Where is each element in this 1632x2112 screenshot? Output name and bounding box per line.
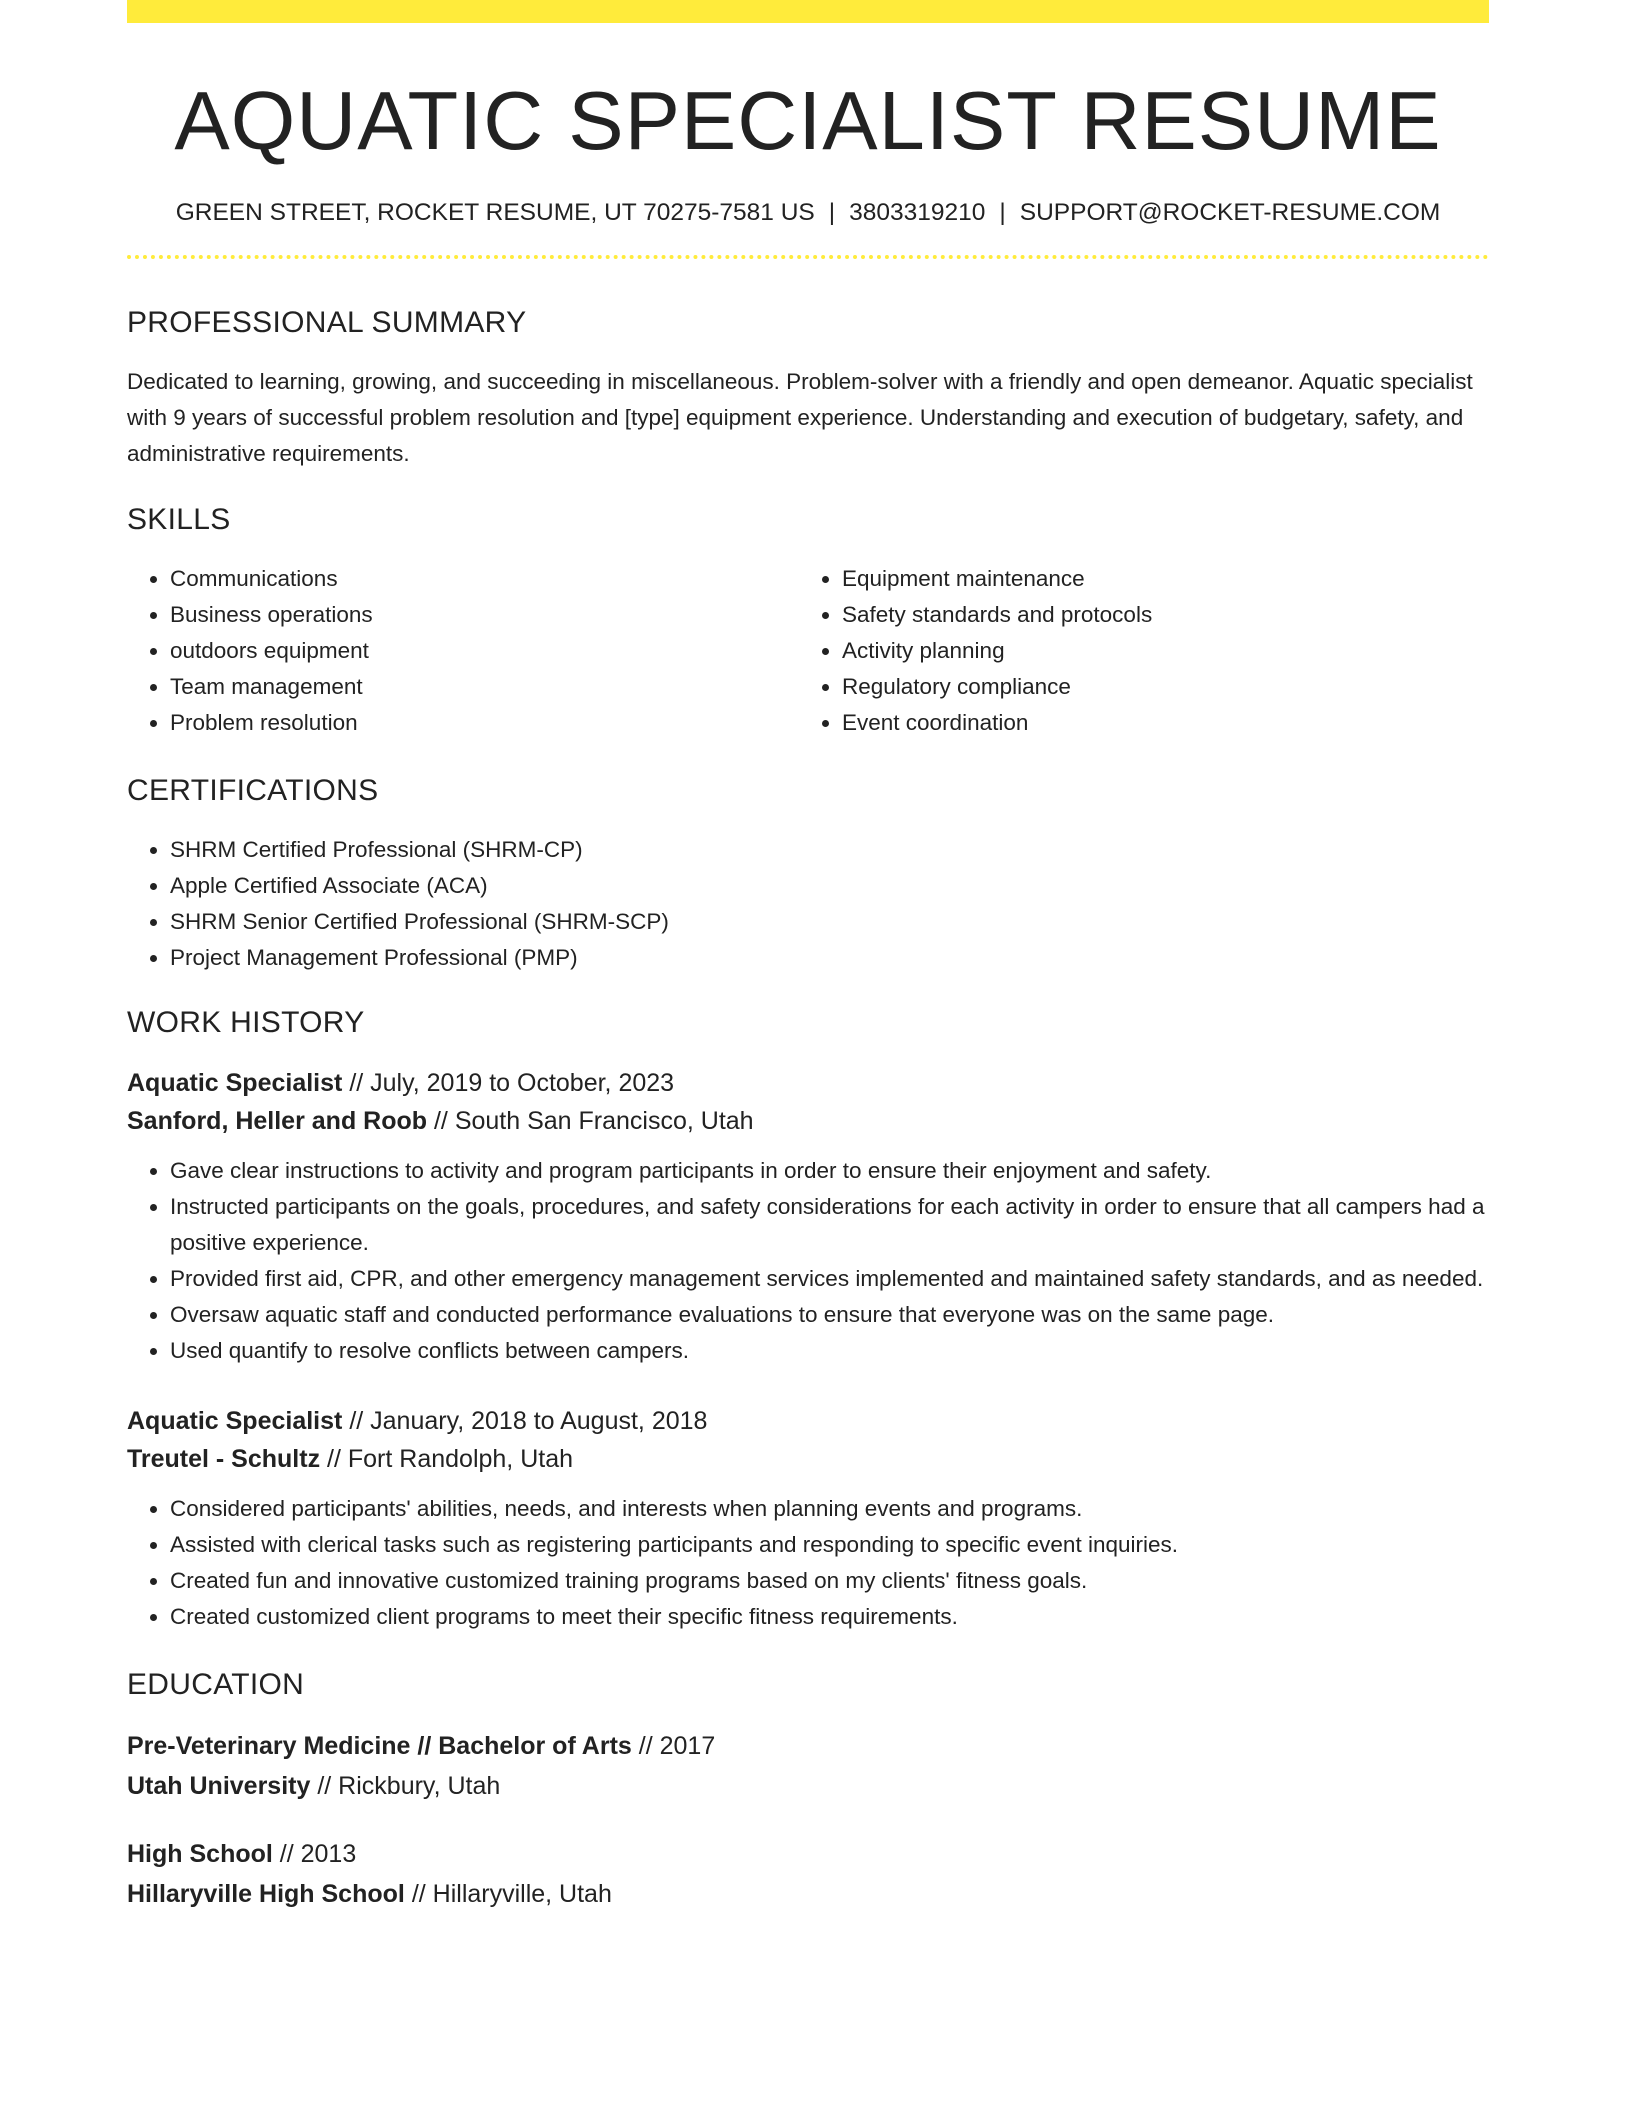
skills-section: [127, 502, 1489, 741]
job-dates: // July, 2019 to October, 2023: [349, 1069, 675, 1097]
education-location: // Rickbury, Utah: [317, 1772, 501, 1800]
skills-heading: SKILLS: [127, 503, 231, 536]
skill-item: • Communications: [170, 561, 799, 597]
job-company: Treutel - Schultz: [127, 1445, 321, 1473]
contact-separator: |: [999, 199, 1006, 226]
job-bullet: • Oversaw aquatic staff and conducted performance evaluations to ensure that everyone was on the same page.: [170, 1297, 1489, 1333]
job-bullet: • Instructed participants on the goals, procedures, and safety considerations for each activity in order to ensure that all campers had a positive experience.: [170, 1189, 1489, 1261]
skill-item: • Regulatory compliance: [842, 669, 1471, 705]
job-company-line: [127, 1102, 1489, 1140]
certifications-list: [127, 832, 1489, 976]
education-school: Utah University: [127, 1772, 311, 1800]
job-company-line: [127, 1440, 1489, 1478]
certification-item: • SHRM Senior Certified Professional (SHRM-SCP): [170, 904, 1489, 940]
contact-separator: |: [828, 199, 836, 226]
job-dates: // January, 2018 to August, 2018: [349, 1407, 708, 1435]
education-entry: [127, 1726, 1489, 1806]
job-bullet: • Provided first aid, CPR, and other emergency management services implemented and maintained safety standards, and as needed.: [170, 1261, 1489, 1297]
job-bullet: • Considered participants' abilities, needs, and interests when planning events and programs.: [170, 1491, 1489, 1527]
skill-item: • outdoors equipment: [170, 633, 799, 669]
skill-item: • Equipment maintenance: [842, 561, 1471, 597]
certifications-section: [127, 773, 1489, 976]
summary-text: Dedicated to learning, growing, and succeeding in miscellaneous. Problem-solver with a friendly and open demeanor. Aquatic specialist with 9 years of successful problem resolution and [type] equipment experience. Understanding and execution of budgetary, safety, and administrative requirements.: [127, 369, 1473, 466]
skills-list-right: [799, 561, 1471, 741]
dotted-divider: [127, 255, 1489, 259]
education-school-line: [127, 1766, 1489, 1806]
work-history-section: [127, 1005, 1489, 1635]
job-company: Sanford, Heller and Roob: [127, 1107, 428, 1135]
certification-item: • Apple Certified Associate (ACA): [170, 868, 1489, 904]
education-section: [127, 1667, 1489, 1914]
job-title: Aquatic Specialist: [127, 1407, 343, 1435]
summary-heading: PROFESSIONAL SUMMARY: [127, 306, 527, 339]
job-title-line: [127, 1402, 1489, 1440]
education-school: Hillaryville High School: [127, 1880, 405, 1908]
education-year: // 2017: [638, 1732, 716, 1760]
job-title: Aquatic Specialist: [127, 1069, 343, 1097]
resume-title: AQUATIC SPECIALIST RESUME: [174, 74, 1442, 167]
job-location: // South San Francisco, Utah: [433, 1107, 754, 1135]
education-school-line: [127, 1874, 1489, 1914]
job-entry: [127, 1064, 1489, 1369]
contact-address: GREEN STREET, ROCKET RESUME, UT 70275-7581 US: [175, 199, 815, 226]
certification-item: • Project Management Professional (PMP): [170, 940, 1489, 976]
education-degree-line: [127, 1726, 1489, 1766]
education-year: // 2013: [279, 1840, 357, 1868]
contact-line: [127, 198, 1489, 228]
job-bullets: [127, 1491, 1489, 1635]
education-heading: EDUCATION: [127, 1668, 305, 1701]
certifications-heading: CERTIFICATIONS: [127, 774, 379, 807]
job-location: // Fort Randolph, Utah: [327, 1445, 574, 1473]
education-degree-line: [127, 1834, 1489, 1874]
job-entry: [127, 1402, 1489, 1635]
job-bullets: [127, 1153, 1489, 1369]
work-history-heading: WORK HISTORY: [127, 1006, 365, 1039]
contact-email: SUPPORT@ROCKET-RESUME.COM: [1019, 199, 1441, 226]
education-degree: Pre-Veterinary Medicine // Bachelor of Arts: [127, 1732, 632, 1760]
skill-item: • Activity planning: [842, 633, 1471, 669]
education-location: // Hillaryville, Utah: [411, 1880, 612, 1908]
job-bullet: • Used quantify to resolve conflicts between campers.: [170, 1333, 1489, 1369]
skill-item: • Team management: [170, 669, 799, 705]
skill-item: • Problem resolution: [170, 705, 799, 741]
job-bullet: • Assisted with clerical tasks such as registering participants and responding to specific event inquiries.: [170, 1527, 1489, 1563]
job-title-line: [127, 1064, 1489, 1102]
job-bullet: • Created customized client programs to meet their specific fitness requirements.: [170, 1599, 1489, 1635]
skill-item: • Safety standards and protocols: [842, 597, 1471, 633]
education-degree: High School: [127, 1840, 273, 1868]
job-bullet: • Created fun and innovative customized training programs based on my clients' fitness goals.: [170, 1563, 1489, 1599]
resume-page: [127, 0, 1489, 1914]
top-accent-bar: [127, 0, 1489, 23]
skill-item: • Business operations: [170, 597, 799, 633]
job-bullet: • Gave clear instructions to activity and program participants in order to ensure their enjoyment and safety.: [170, 1153, 1489, 1189]
contact-phone: 3803319210: [849, 199, 986, 226]
summary-section: [127, 305, 1489, 472]
education-entry: [127, 1834, 1489, 1914]
skills-list-left: [127, 561, 799, 741]
skill-item: • Event coordination: [842, 705, 1471, 741]
skills-columns: [127, 561, 1489, 741]
certification-item: • SHRM Certified Professional (SHRM-CP): [170, 832, 1489, 868]
